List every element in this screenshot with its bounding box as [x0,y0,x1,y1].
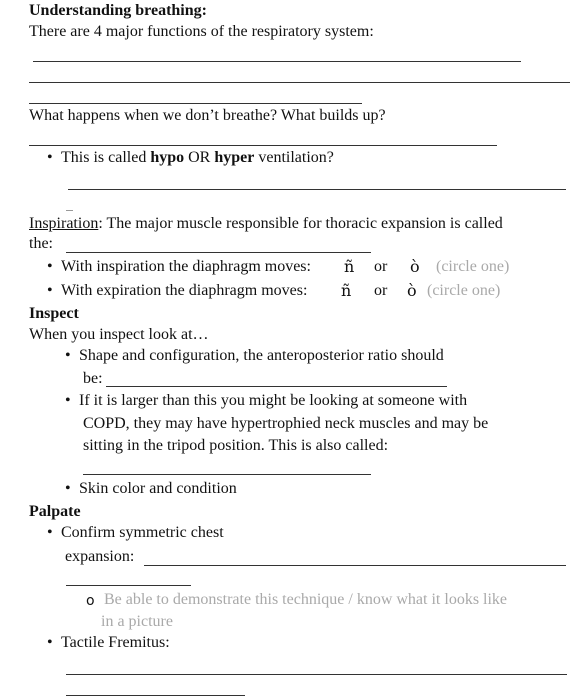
bullet-icon: • [47,524,53,541]
hypo-option[interactable]: hypo [150,149,185,166]
or-text: or [374,258,388,275]
symmetric-chest-text: Confirm symmetric chest [61,524,224,541]
answer-line[interactable] [29,145,497,146]
section-heading-understanding-breathing: Understanding breathing: [29,2,207,19]
demonstrate-note-line2: in a picture [101,613,173,630]
answer-line[interactable] [106,386,447,387]
down-arrow-option[interactable]: ò [410,257,420,276]
answer-line[interactable] [66,674,567,675]
hypo-hyper-suffix: ventilation? [254,149,334,166]
tactile-fremitus-text: Tactile Fremitus: [61,634,170,651]
bullet-icon: • [47,282,53,299]
hypo-hyper-prefix: This is called [61,149,151,166]
bullet-icon: • [47,258,53,275]
answer-line[interactable] [66,585,191,586]
copd-text-line3: sitting in the tripod position. This is also called: [83,437,389,454]
answer-line[interactable] [29,103,362,104]
bullet-icon: • [47,634,53,651]
hyper-option[interactable]: hyper [214,149,255,166]
section-heading-palpate: Palpate [29,503,81,520]
up-arrow-option[interactable]: ñ [344,257,355,276]
bullet-icon: • [47,149,53,166]
answer-line[interactable] [144,565,566,566]
inspiration-label: Inspiration [29,215,99,232]
or-text: or [374,282,388,299]
up-arrow-option[interactable]: ñ [341,281,352,300]
answer-line[interactable] [66,695,245,696]
answer-line[interactable] [66,252,371,253]
stray-mark [66,210,73,211]
circle-one-note: (circle one) [436,258,510,275]
diaphragm-inspiration-text: With inspiration the diaphragm moves: [61,258,311,275]
intro-text: There are 4 major functions of the respiratory system: [29,23,374,40]
section-heading-inspect: Inspect [29,305,79,322]
expansion-text: expansion: [65,548,135,565]
demonstrate-note-line1: Be able to demonstrate this technique / know what it looks like [104,591,508,608]
bullet-icon: • [65,480,71,497]
bullet-icon: • [65,392,71,409]
question-breathing: What happens when we don’t breathe? What builds up? [29,107,386,124]
down-arrow-option[interactable]: ò [407,281,417,300]
answer-line[interactable] [29,82,570,83]
sub-bullet-icon: o [86,593,95,609]
inspect-lead: When you inspect look at… [29,326,209,343]
inspiration-text: : The major muscle responsible for thoracic expansion is called [98,215,503,232]
diaphragm-expiration-text: With expiration the diaphragm moves: [61,282,308,299]
answer-line[interactable] [33,61,521,62]
or-text: OR [184,149,215,166]
answer-line[interactable] [68,189,566,190]
inspiration-paragraph [29,214,503,234]
copd-text-line2: COPD, they may have hypertrophied neck muscles and may be [83,415,489,432]
answer-line[interactable] [83,474,371,475]
skin-color-text: Skin color and condition [79,480,237,497]
bullet-icon: • [65,347,71,364]
shape-configuration-text: Shape and configuration, the anteroposterior ratio should [79,347,444,364]
inspiration-the: the: [29,235,53,252]
circle-one-note: (circle one) [427,282,501,299]
copd-text-line1: If it is larger than this you might be looking at someone with [79,392,468,409]
shape-configuration-be: be: [83,370,103,387]
hypo-hyper-question [61,148,334,168]
